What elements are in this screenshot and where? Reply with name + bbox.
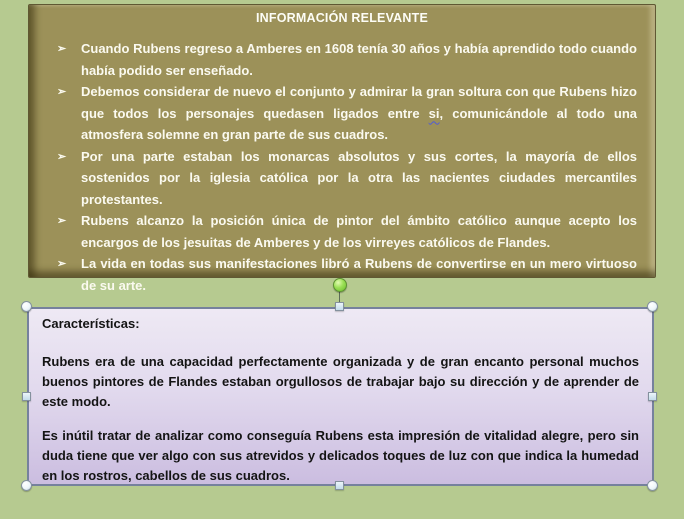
bullet-text-segment: , comunicándole al todo una atmosfera solemne en gran parte de sus cuadros. xyxy=(81,105,637,142)
arrow-bullet-icon: ➢ xyxy=(57,86,67,98)
bullet-item xyxy=(57,38,637,81)
resize-handle-top-left[interactable] xyxy=(21,301,32,312)
arrow-bullet-icon: ➢ xyxy=(57,150,67,163)
characteristics-paragraph: Rubens era de una capacidad perfectamente organizada y de gran encanto personal muchos buenos pintores de Flandes estaban orgullosos de trabajar bajo su dirección y de aprender de este modo. xyxy=(42,354,639,409)
bullet-item xyxy=(57,253,637,296)
resize-handle-top-right[interactable] xyxy=(647,301,658,312)
bullet-text: Rubens alcanzo la posición única de pintor del ámbito católico aunque acepto los encargos de los jesuitas de Amberes y de los virreyes católicos de Flandes. xyxy=(81,213,637,250)
characteristics-text-box[interactable] xyxy=(27,307,654,486)
arrow-bullet-icon: ➢ xyxy=(57,215,67,227)
resize-handle-middle-right[interactable] xyxy=(648,392,657,401)
resize-handle-bottom-middle[interactable] xyxy=(335,481,344,490)
resize-handle-top-middle[interactable] xyxy=(335,302,344,311)
rotation-handle[interactable] xyxy=(333,278,347,292)
bullet-text: Cuando Rubens regreso a Amberes en 1608 tenía 30 años y había aprendido todo cuando había podido ser enseñado. xyxy=(81,41,637,78)
spellcheck-flagged-word: si xyxy=(428,105,440,121)
resize-handle-bottom-left[interactable] xyxy=(21,480,32,491)
arrow-bullet-icon: ➢ xyxy=(57,258,67,270)
bullet-text-segment: Debemos considerar de nuevo el conjunto y admirar la gran soltura con que Rubens hizo que todos los personajes quedasen ligados entre xyxy=(81,84,637,121)
bullet-item xyxy=(57,146,637,211)
bullet-text: La vida en todas sus manifestaciones libró a Rubens de convertirse en un mero virtuoso de su arte. xyxy=(81,256,637,293)
bullet-text xyxy=(81,84,637,142)
resize-handle-bottom-right[interactable] xyxy=(647,480,658,491)
bullet-list xyxy=(29,38,655,296)
arrow-bullet-icon: ➢ xyxy=(57,43,67,55)
resize-handle-middle-left[interactable] xyxy=(22,392,31,401)
bullet-text: Por una parte estaban los monarcas absolutos y sus cortes, la mayoría de ellos sostenidos por la iglesia católica por la otra las nacientes ciudades mercantiles protestantes. xyxy=(81,148,637,207)
bullet-item xyxy=(57,210,637,253)
characteristics-paragraph: Es inútil tratar de analizar como conseguía Rubens esta impresión de vitalidad alegre, pero sin duda tiene que ver algo con sus atrevidos y delicados toques de luz con que indica la humedad en los rostros, cabellos de sus cuadros. xyxy=(42,428,639,483)
info-box-title: INFORMACIÓN RELEVANTE xyxy=(255,11,429,25)
bullet-item xyxy=(57,81,637,146)
characteristics-heading: Características: xyxy=(42,316,140,331)
info-text-box[interactable] xyxy=(28,4,656,293)
